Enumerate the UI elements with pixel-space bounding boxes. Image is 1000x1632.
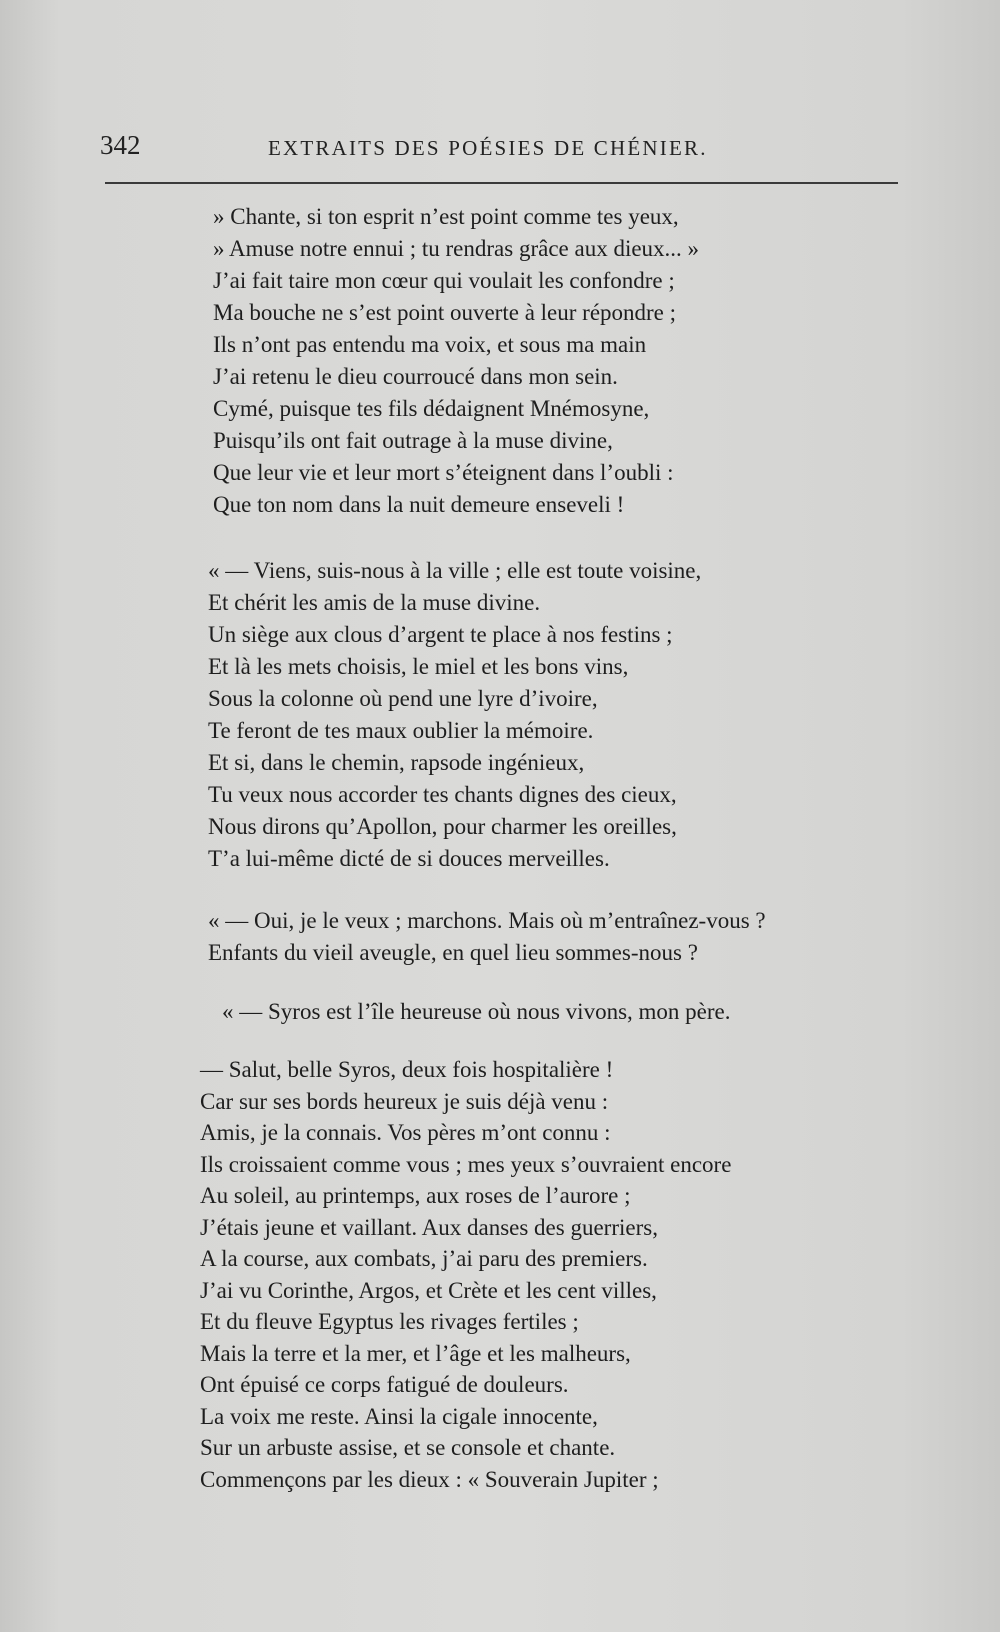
verse-line: Mais la terre et la mer, et l’âge et les malheurs, [200,1340,631,1366]
verse-line: Sur un arbuste assise, et se console et chante. [200,1435,616,1460]
verse-line: J’ai vu Corinthe, Argos, et Crète et les cent villes, [200,1277,657,1303]
verse-line: Enfants du vieil aveugle, en quel lieu sommes-nous ? [208,940,698,965]
verse-line: Amis, je la connais. Vos pères m’ont connu : [200,1120,611,1145]
verse-line: Puisqu’ils ont fait outrage à la muse divine, [213,428,613,453]
verse-line: Au soleil, au printemps, aux roses de l’aurore ; [200,1183,631,1208]
verse-line: Que ton nom dans la nuit demeure enseveli ! [213,492,625,517]
verse-line: « — Viens, suis-nous à la ville ; elle est toute voisine, [208,558,702,583]
verse-line: » Chante, si ton esprit n’est point comme tes yeux, [213,204,679,229]
verse-line: J’étais jeune et vaillant. Aux danses des guerriers, [200,1214,658,1240]
page-header [100,130,900,170]
verse-line: « — Syros est l’île heureuse où nous vivons, mon père. [222,999,731,1024]
verse-line: T’a lui-même dicté de si douces merveilles. [208,846,610,871]
verse-line: Ma bouche ne s’est point ouverte à leur répondre ; [213,300,677,325]
stanza-1 [213,201,699,521]
verse-line: La voix me reste. Ainsi la cigale innocente, [200,1403,598,1429]
verse-line: Tu veux nous accorder tes chants dignes des cieux, [208,782,677,807]
verse-line: Et là les mets choisis, le miel et les bons vins, [208,654,629,679]
verse-line: Te feront de tes maux oublier la mémoire. [208,718,594,743]
verse-line: Ont épuisé ce corps fatigué de douleurs. [200,1372,569,1397]
verse-line: Ils croissaient comme vous ; mes yeux s’ouvraient encore [200,1151,732,1177]
verse-line: » Amuse notre ennui ; tu rendras grâce aux dieux... » [213,236,700,261]
verse-line: Sous la colonne où pend une lyre d’ivoire, [208,686,598,711]
stanza-3 [208,905,766,969]
verse-line: Nous dirons qu’Apollon, pour charmer les oreilles, [208,814,677,839]
verse-line: Cymé, puisque tes fils dédaignent Mnémosyne, [213,396,650,421]
verse-line: Un siège aux clous d’argent te place à nos festins ; [208,622,673,647]
verse-line: J’ai fait taire mon cœur qui voulait les confondre ; [213,268,675,293]
page-number: 342 [100,130,141,160]
verse-line: Et du fleuve Egyptus les rivages fertiles ; [200,1309,579,1334]
verse-line: J’ai retenu le dieu courroucé dans mon sein. [213,364,618,389]
running-head: EXTRAITS DES POÉSIES DE CHÉNIER. [268,136,708,160]
verse-line: Ils n’ont pas entendu ma voix, et sous ma main [213,332,647,357]
stanza-5 [200,1054,731,1495]
verse-line: Et si, dans le chemin, rapsode ingénieux, [208,750,585,775]
verse-line: — Salut, belle Syros, deux fois hospitalière ! [200,1057,614,1082]
verse-line: Commençons par les dieux : « Souverain Jupiter ; [200,1466,659,1492]
verse-line: Car sur ses bords heureux je suis déjà venu : [200,1088,609,1114]
verse-line: Et chérit les amis de la muse divine. [208,590,541,615]
header-rule [105,182,898,184]
verse-line: « — Oui, je le veux ; marchons. Mais où m’entraînez-vous ? [208,908,766,933]
verse-line: Que leur vie et leur mort s’éteignent dans l’oubli : [213,460,674,485]
stanza-4 [222,996,730,1028]
stanza-2 [208,555,701,875]
verse-line: A la course, aux combats, j’ai paru des premiers. [200,1246,648,1271]
